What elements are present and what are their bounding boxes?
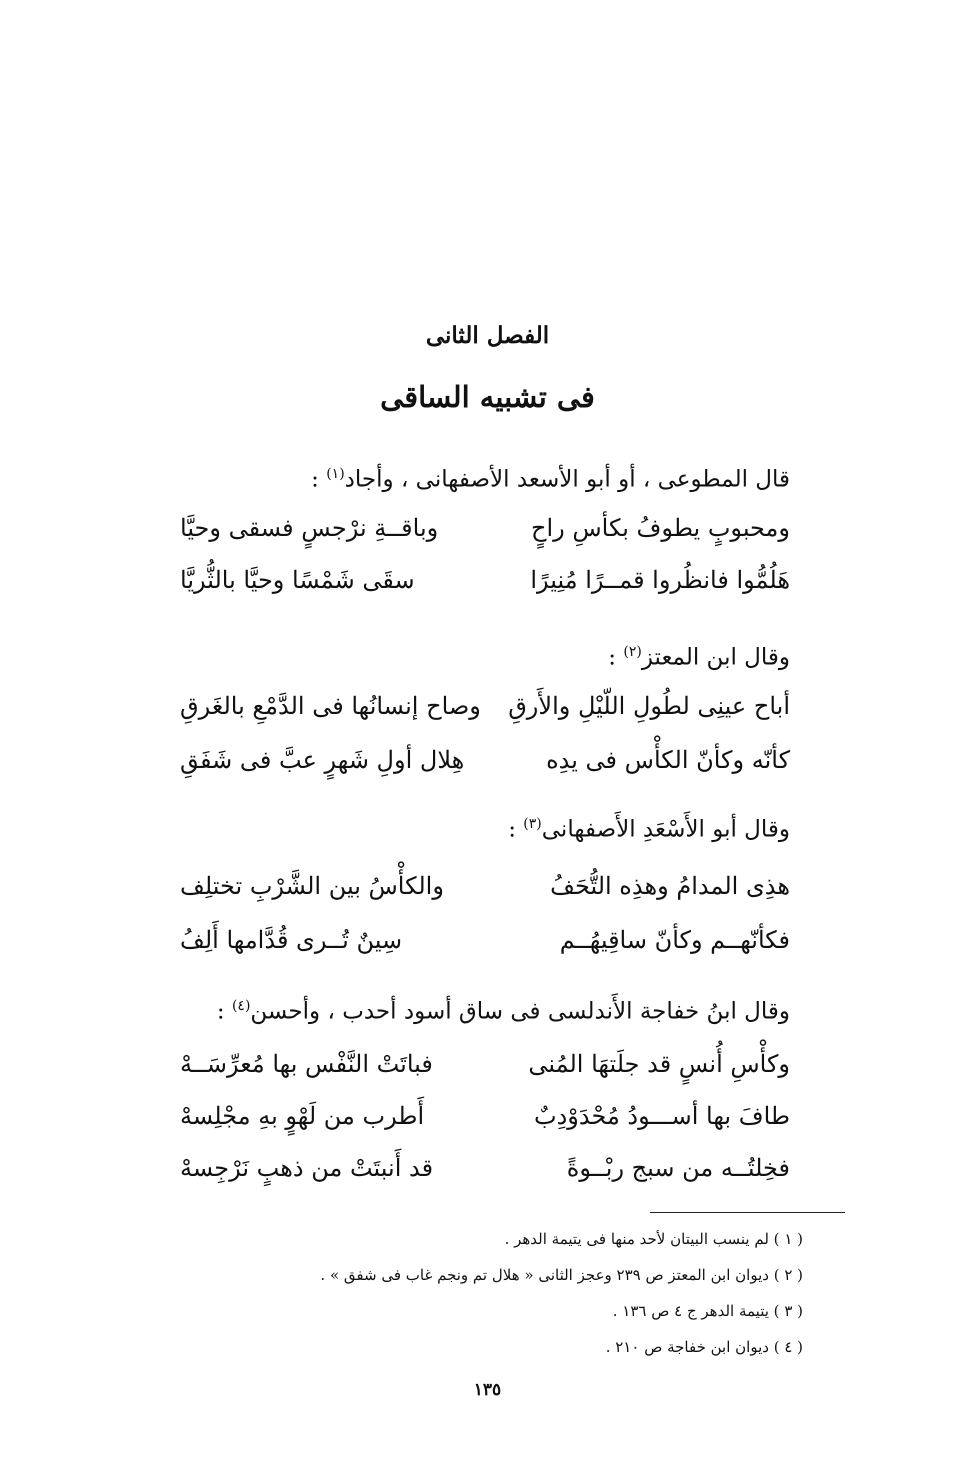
verse-second-hemistich: سِينٌ تُــرى قُدَّامها أَلِفُ <box>180 926 403 954</box>
intro-colon: : <box>508 816 524 843</box>
verse-first-hemistich: فخِلتُــه من سبج ربْــوةً <box>566 1154 790 1182</box>
verse-line <box>180 566 790 606</box>
intro-text: وقال أبو الأَسْعَدِ الأَصفهانى <box>541 816 790 843</box>
verse-line <box>180 514 790 554</box>
verse-line <box>180 1154 790 1194</box>
verse-second-hemistich: سقَى شَمْسًا وحيَّا بالثُّريَّا <box>180 566 415 594</box>
section-intro <box>180 644 790 671</box>
footnote-ref: (٣) <box>523 816 542 832</box>
chapter-heading: الفصل الثانى <box>425 322 550 349</box>
verse-line <box>180 1050 790 1090</box>
verse-first-hemistich: هَلُمُّوا فانظُروا قمــرًا مُنِيرًا <box>530 566 790 594</box>
footnote-divider <box>650 1212 845 1213</box>
verse-first-hemistich: كأنّه وكأنّ الكأْس فى يدِه <box>546 746 790 774</box>
chapter-subheading: فى تشبيه الساقى <box>380 380 595 414</box>
verse-first-hemistich: فكأنّهــم وكأنّ ساقِيهُــم <box>559 926 790 954</box>
verse-line <box>180 746 790 786</box>
section-intro <box>180 816 790 843</box>
verse-first-hemistich: أباح عينِى لطُولِ اللّيْلِ والأَرقِ <box>508 692 790 720</box>
verse-line <box>180 926 790 966</box>
intro-colon: : <box>216 998 232 1025</box>
footnote: ( ١ ) لم ينسب البيتان لأحد منها فى يتيمة الدهر . <box>504 1230 803 1248</box>
verse-second-hemistich: قد أَنبتَتْ من ذهبٍ نَرْجِسهْ <box>180 1154 434 1182</box>
intro-colon: : <box>311 466 327 493</box>
verse-first-hemistich: طافَ بها أســـودُ مُحْدَوْدِبٌ <box>533 1102 790 1130</box>
intro-colon: : <box>608 644 624 671</box>
footnote-ref: (١) <box>326 466 345 482</box>
verse-line <box>180 872 790 912</box>
section-intro <box>180 998 790 1025</box>
page-number: ١٣٥ <box>473 1380 502 1400</box>
verse-line <box>180 692 790 732</box>
verse-first-hemistich: هذِى المدامُ وهذِه التُّحَفُ <box>550 872 790 900</box>
verse-second-hemistich: وباقــةِ نرْجسٍ فسقى وحيَّا <box>180 514 439 542</box>
verse-second-hemistich: هِلال أولِ شَهرٍ عبَّ فى شَفَقِ <box>180 746 465 774</box>
section-intro <box>180 466 790 493</box>
footnote-ref: (٤) <box>231 998 251 1014</box>
footnote: ( ٢ ) ديوان ابن المعتز ص ٢٣٩ وعجز الثانى « هلال تم ونجم غاب فى شفق » . <box>320 1266 803 1284</box>
verse-second-hemistich: أَطرب من لَهْوٍ بهِ مجْلِسهْ <box>180 1102 425 1130</box>
footnote: ( ٣ ) يتيمة الدهر ج ٤ ص ١٣٦ . <box>612 1302 803 1320</box>
verse-first-hemistich: وكأْسِ أُنسٍ قد جلَتهَا المُنى <box>528 1050 790 1078</box>
intro-text: قال المطوعى ، أو أبو الأسعد الأصفهانى ، وأجاد <box>344 466 790 493</box>
intro-text: وقال ابنُ خفاجة الأَندلسى فى ساق أسود أحدب ، وأحسن <box>250 998 790 1025</box>
verse-second-hemistich: والكأْسُ بين الشَّرْبِ تختلِف <box>180 872 444 900</box>
verse-second-hemistich: فباتَتْ النَّفْس بها مُعرِّسَــهْ <box>180 1050 433 1078</box>
footnote-ref: (٢) <box>623 644 642 660</box>
verse-second-hemistich: وصاح إنسانُها فى الدَّمْعِ بالغَرقِ <box>180 692 481 720</box>
footnote: ( ٤ ) ديوان ابن خفاجة ص ٢١٠ . <box>605 1338 803 1356</box>
intro-text: وقال ابن المعتز <box>641 644 790 671</box>
verse-first-hemistich: ومحبوبٍ يطوفُ بكأسِ راحٍ <box>531 514 790 542</box>
verse-line <box>180 1102 790 1142</box>
